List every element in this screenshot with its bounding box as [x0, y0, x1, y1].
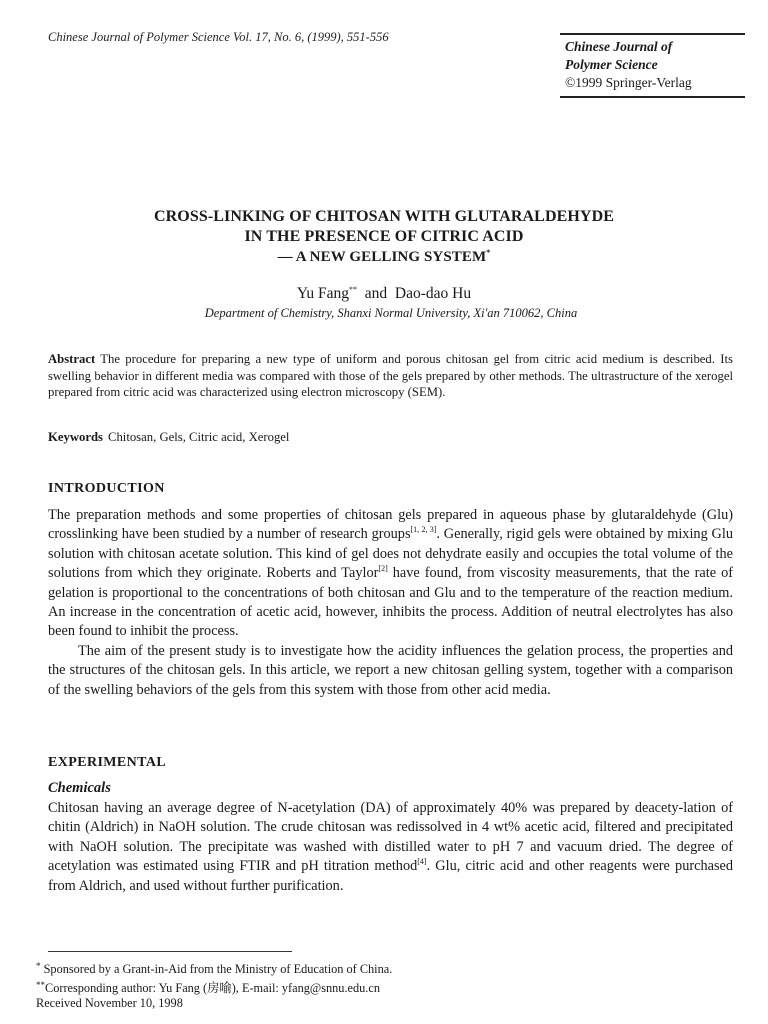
- subsection-heading-chemicals: Chemicals: [48, 780, 111, 796]
- section-heading-introduction: INTRODUCTION: [48, 481, 165, 496]
- author-list: [0, 285, 768, 303]
- abstract: [48, 351, 733, 401]
- author-joiner: and: [364, 285, 388, 302]
- affiliation: Department of Chemistry, Shanxi Normal University, Xi'an 710062, China: [204, 306, 578, 320]
- title-footnote-mark: *: [486, 248, 491, 257]
- footnote-1-text: Sponsored by a Grant-in-Aid from the Ministry of Education of China.: [43, 962, 393, 976]
- introduction-paragraph-2: The aim of the present study is to investigate how the acidity influences the gelation process, the properties and the structures of the chitosan gels. In this article, we report a new chitosan gelling system, together with a comparison of the swelling behaviors of the gels from this system with those from other acid media.: [48, 642, 733, 698]
- experimental-body: [48, 799, 733, 896]
- journal-citation: Chinese Journal of Polymer Science Vol. 17, No. 6, (1999), 551-556: [48, 30, 389, 44]
- paper-title: [40, 207, 728, 267]
- footnote-2-mark: **: [36, 979, 45, 990]
- abstract-text: The procedure for preparing a new type of uniform and porous chitosan gel from citric acid medium is described. Its swelling behavior in different media was compared with those of the gels prepared by other methods. The ultrastructure of the xerogel prepared from citric acid was characterized using electron microscopy (SEM).: [48, 352, 733, 399]
- reference-marker: [4]: [417, 857, 427, 867]
- author-1: Yu Fang: [296, 285, 350, 302]
- footnotes: [36, 959, 736, 1012]
- footnote-1-mark: *: [36, 961, 41, 971]
- title-line3-text: — A NEW GELLING SYSTEM: [277, 249, 487, 265]
- keywords-label: Keywords: [48, 430, 103, 444]
- chemicals-text-a: Chitosan having an average degree of N-acetylation (DA) of approximately 40% was prepared by deacety-lation of chitin (Aldrich) in NaOH solution. The crude chitosan was redissolved in 4 wt% acetic acid, filtered and precipitated with NaOH solution. The precipitate was washed with distilled water to pH 7 and vacuum dried. The degree of acetylation was estimated using FTIR and pH titration method: [48, 800, 733, 875]
- keywords-text: Chitosan, Gels, Citric acid, Xerogel: [107, 430, 290, 444]
- title-line1: CROSS-LINKING OF CHITOSAN WITH GLUTARALDEHYDE: [154, 208, 614, 225]
- copyright: ©1999 Springer-Verlag: [565, 75, 692, 90]
- intro-p1-text-a: The preparation methods and some properties of chitosan gels prepared in aqueous phase by glutaraldehyde (Glu) crosslinking have been studied by a number of research groups: [48, 507, 733, 543]
- footnote-2-text: Corresponding author: Yu Fang (房喻), E-mail: yfang@snnu.edu.cn: [45, 980, 380, 995]
- introduction-paragraph-1: [48, 506, 733, 642]
- introduction-body: [48, 506, 733, 700]
- reference-marker: [2]: [378, 564, 388, 574]
- footnote-2: [36, 978, 736, 997]
- journal-publisher-box: [560, 33, 745, 98]
- section-heading-experimental: EXPERIMENTAL: [48, 755, 167, 770]
- keywords: [48, 430, 733, 445]
- title-line3: [40, 247, 728, 267]
- chemicals-text-b: . Glu, citric acid and other reagents were purchased from Aldrich, and used without further purification.: [48, 858, 734, 894]
- author-1-footnote-mark: **: [349, 285, 358, 294]
- abstract-label: Abstract: [48, 352, 96, 366]
- journal-name-line2: Polymer Science: [565, 57, 658, 72]
- reference-marker: [1, 2, 3]: [410, 525, 437, 535]
- intro-p1-text-b: . Generally, rigid gels were obtained by mixing Glu solution with chitosan acetate solution. This kind of gel does not dehydrate easily and occupies the total volume of the solutions from which they originate. Roberts and Taylor: [48, 526, 734, 582]
- journal-name-line1: Chinese Journal of: [565, 39, 673, 54]
- footnote-1: [36, 959, 736, 978]
- received-date: Received November 10, 1998: [36, 996, 183, 1011]
- author-2: Dao-dao Hu: [394, 285, 472, 302]
- intro-p1-text-c: have found, from viscosity measurements, that the rate of gelation is proportional to the concentrations of both chitosan and Glu and to the temperature of the reaction medium. An increase in the concentration of acetic acid, however, inhibits the process. Addition of neutral electrolytes has also been found to inhibit the process.: [48, 565, 733, 640]
- chemicals-paragraph: [48, 799, 733, 896]
- title-line2: IN THE PRESENCE OF CITRIC ACID: [244, 228, 524, 245]
- footnote-divider: [48, 951, 292, 952]
